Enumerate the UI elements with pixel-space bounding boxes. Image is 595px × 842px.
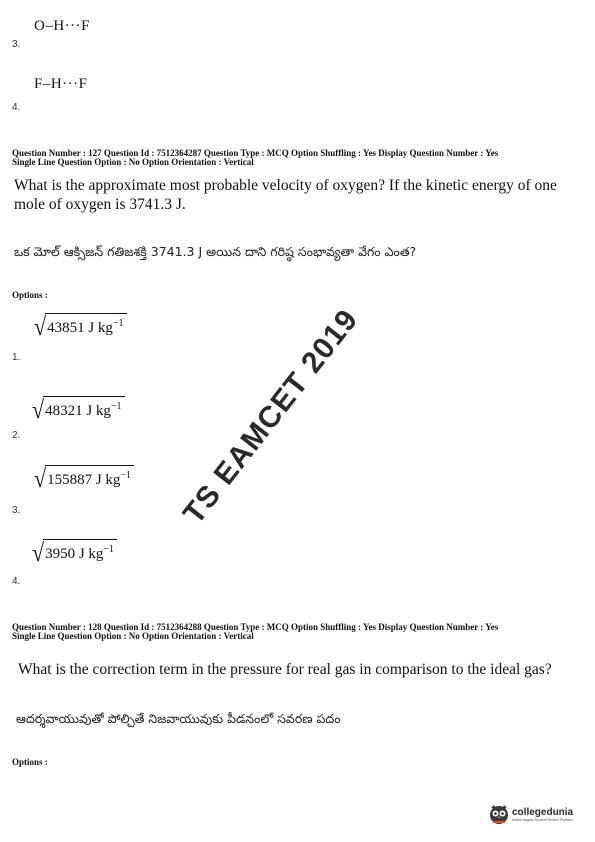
q128-question-text: What is the correction term in the pressure for real gas in comparison to the ideal gas? bbox=[18, 661, 552, 678]
prev-option-3-number: 3. bbox=[12, 39, 21, 50]
q128-meta-line1: Question Number : 128 Question Id : 7512364288 Question Type : MCQ Option Shuffling : Yes Display Question Number : Yes bbox=[12, 622, 499, 632]
q127-option-3-number: 3. bbox=[12, 505, 21, 516]
prev-option-4-number: 4. bbox=[12, 102, 21, 113]
sqrt-expression: √ 48321 J $kg^{-1}$ bbox=[32, 396, 125, 420]
prev-option-3-formula: O–H···F bbox=[34, 18, 90, 34]
q127-options-label: Options : bbox=[12, 290, 48, 300]
logo-name: collegedunia bbox=[512, 806, 574, 818]
sqrt-expression: √ 155887 J $kg^{-1}$ bbox=[34, 465, 134, 489]
sqrt-expression: √ 43851 J $kg^{-1}$ bbox=[34, 313, 127, 337]
collegedunia-logo bbox=[488, 803, 573, 825]
q127-option-4-number: 4. bbox=[12, 576, 21, 587]
q128-question-text-telugu: ఆదర్శవాయువుతో పోల్చితే నిజవాయువుకు పీడనంలో సవరణ పదం bbox=[16, 711, 341, 726]
q127-meta-line2: Single Line Question Option : No Option Orientation : Vertical bbox=[12, 157, 254, 167]
q127-question-text-telugu: ఒక మోల్ ఆక్సిజన్ గతిజశక్తి 3741.3 J అయిన దాని గరిష్ఠ సంభావ్యతా వేగం ఎంత? bbox=[14, 244, 417, 259]
q127-option-3[interactable] bbox=[34, 465, 134, 491]
q127-option-2-number: 2. bbox=[12, 430, 21, 441]
watermark-text: TS EAMCET 2019 bbox=[177, 303, 365, 531]
q127-meta-line1: Question Number : 127 Question Id : 7512364287 Question Type : MCQ Option Shuffling : Yes Display Question Number : Yes bbox=[12, 148, 499, 158]
q127-option-2[interactable] bbox=[32, 396, 125, 422]
sqrt-expression: √ 3950 J $kg^{-1}$ bbox=[32, 539, 117, 563]
q127-option-1[interactable] bbox=[34, 313, 127, 339]
owl-icon bbox=[488, 803, 510, 825]
q128-options-label: Options : bbox=[12, 757, 48, 767]
prev-option-4-formula: F–H···F bbox=[34, 76, 88, 92]
q128-meta-line2: Single Line Question Option : No Option Orientation : Vertical bbox=[12, 631, 254, 641]
q127-option-1-number: 1. bbox=[12, 352, 21, 363]
q127-option-4[interactable] bbox=[32, 539, 117, 565]
q127-question-text: What is the approximate most probable velocity of oxygen? If the kinetic energy of one mole of oxygen is 3741.3 J. bbox=[14, 177, 557, 213]
logo-tagline: India's largest Student Review Platform bbox=[512, 817, 573, 822]
